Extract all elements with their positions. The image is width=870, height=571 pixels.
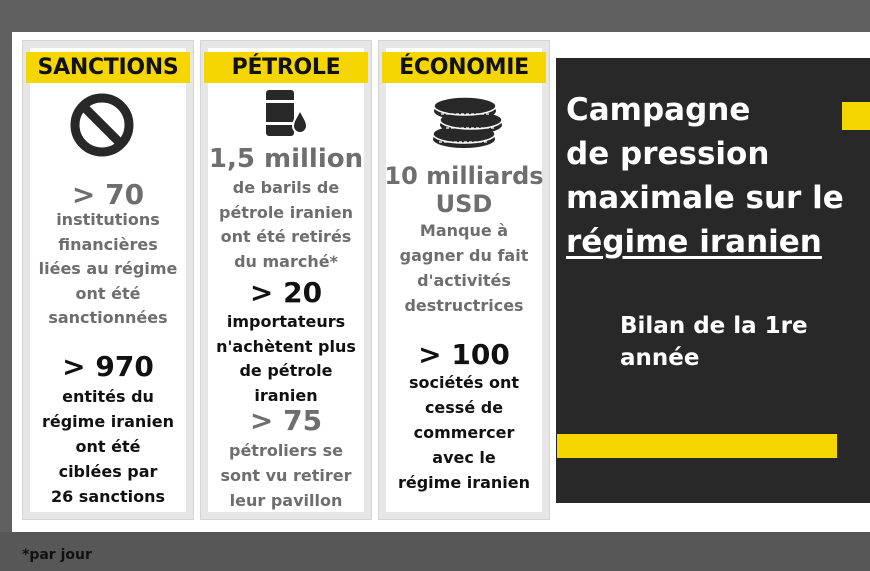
petrole-stat3-text <box>200 438 372 513</box>
value-line: 10 milliards <box>384 162 544 190</box>
text-line: liées au régime <box>38 259 178 278</box>
text-line: régime iranien <box>397 473 531 492</box>
text-line: importateurs <box>226 312 346 331</box>
text-line: gagner du fait <box>399 246 529 265</box>
economie-stat2-text <box>378 370 550 495</box>
top-band <box>0 0 870 32</box>
economie-content <box>378 40 550 520</box>
sanctions-content <box>22 40 194 520</box>
text-line: Manque à <box>419 221 509 240</box>
accent-bar <box>557 434 837 458</box>
economie-stat1-value <box>378 162 550 218</box>
title-underlined-line: régime iranien <box>566 224 822 260</box>
coins-icon <box>431 94 507 150</box>
text-line: régime iranien <box>41 412 175 431</box>
petrole-stat2-text <box>200 310 372 408</box>
text-line: entités du <box>62 387 154 406</box>
sanctions-header: SANCTIONS <box>26 52 190 83</box>
value-line: USD <box>435 190 493 218</box>
text-line: commercer <box>413 423 515 442</box>
economie-stat1-text <box>378 218 550 318</box>
text-line: institutions <box>56 210 160 229</box>
petrole-stat2-value: > 20 <box>249 276 323 309</box>
text-line: du marché* <box>234 251 338 271</box>
text-line: iranien <box>254 385 318 405</box>
petrole-stat1-value: 1,5 million <box>208 144 364 174</box>
title-line: maximale sur le <box>566 180 844 216</box>
prohibited-icon <box>69 92 135 158</box>
campaign-title <box>566 88 844 264</box>
sanctions-stat2-value: > 970 <box>62 350 154 383</box>
text-line: pétroliers se <box>228 441 343 460</box>
text-line: 26 sanctions <box>50 487 166 506</box>
text-line: avec le <box>432 448 496 467</box>
text-line: de pétrole <box>239 361 333 380</box>
text-line: sociétés ont <box>409 373 519 392</box>
text-line: leur pavillon <box>229 491 343 510</box>
text-line: de barils de <box>232 178 340 197</box>
sanctions-stat1-text <box>22 208 194 331</box>
petrole-stat1-text <box>200 176 372 274</box>
bottom-band <box>0 532 870 571</box>
title-line: Campagne <box>566 92 751 128</box>
petrole-stat3-value: > 75 <box>249 404 323 437</box>
oil-barrel-icon <box>264 88 308 138</box>
text-line: d'activités <box>417 271 511 290</box>
text-line: ont été <box>75 283 141 303</box>
campaign-subtitle <box>620 310 808 374</box>
petrole-content <box>200 40 372 520</box>
sanctions-stat2-text <box>22 384 194 509</box>
text-line: ont été <box>75 437 141 456</box>
economie-stat2-value: > 100 <box>418 338 510 371</box>
subtitle-line: année <box>620 345 700 371</box>
subtitle-line: Bilan de la 1re <box>620 313 808 339</box>
economie-header: ÉCONOMIE <box>382 52 546 83</box>
footnote: *par jour <box>22 547 92 563</box>
text-line: ont été retirés <box>220 227 352 246</box>
text-line: sont vu retirer <box>220 466 352 485</box>
text-line: cessé de <box>424 398 504 417</box>
sanctions-stat1-value: > 70 <box>71 178 145 211</box>
accent-tab <box>842 102 870 130</box>
petrole-header: PÉTROLE <box>204 52 368 83</box>
text-line: financières <box>58 234 158 254</box>
text-line: pétrole iranien <box>218 202 354 222</box>
title-line: de pression <box>566 136 770 172</box>
text-line: destructrices <box>404 296 524 315</box>
text-line: sanctionnées <box>48 308 168 327</box>
text-line: ciblées par <box>58 462 158 481</box>
text-line: n'achètent plus <box>216 336 356 356</box>
